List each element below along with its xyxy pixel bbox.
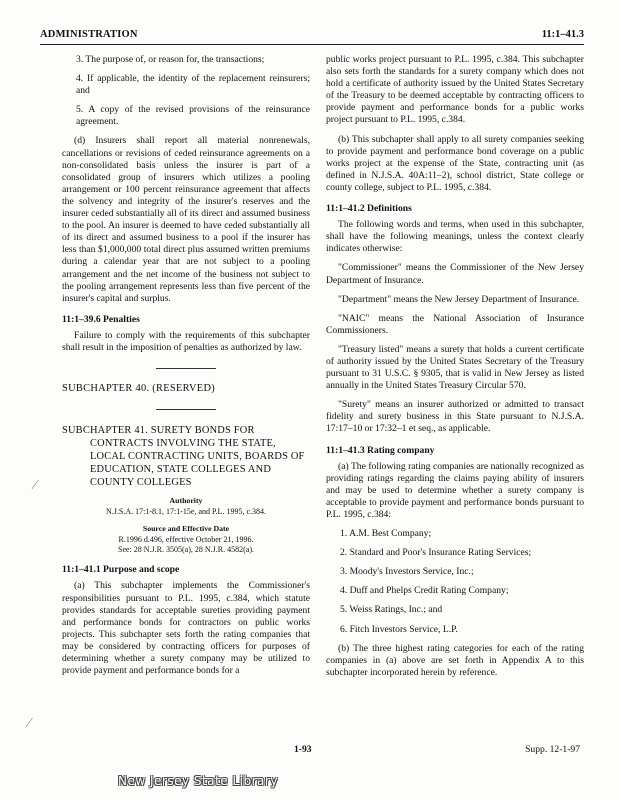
rating-list-item: 6. Fitch Investors Service, L.P. <box>340 623 458 635</box>
section-heading: 11:1–39.6 Penalties <box>62 313 140 325</box>
paragraph: (a) The following rating companies are nationally recognized as providing ratings regarding the claims paying ability of insurers and may be used to determine whether a surety company is acceptable to provide payment and performance bonds pursuant to P.L. 1995, c.384: <box>326 460 584 520</box>
definition: "Commissioner" means the Commissioner of the New Jersey Department of Insurance. <box>326 262 584 286</box>
rating-list-item: 3. Moody's Investors Service, Inc.; <box>340 566 474 578</box>
right-column <box>326 54 584 686</box>
paragraph: public works project pursuant to P.L. 1995, c.384. This subchapter also sets forth the standards for a surety company which does not hold a certificate of authority issued by the United States Secretary of the Treasury to be deemed acceptable by contracting officers to provide payment and performance bonds for a public works project pursuant to P.L. 1995, c.384. <box>326 54 584 126</box>
divider <box>156 368 216 369</box>
list-item: 4. If applicable, the identity of the replacement reinsurers; and <box>76 73 310 97</box>
list-item: 3. The purpose of, or reason for, the transactions; <box>76 54 265 65</box>
paragraph-d: (d) Insurers shall report all material nonrenewals, cancellations or revisions of ceded reinsurance agreements on a non-consolidated basis unless the insurer is part of a consolidated group of insurers which utilizes a pooling arrangement or 100 percent reinsurance agreement that affects the solvency and integrity of the insurer's reserves and the insurer ceded substantially all of its direct and assumed business to the pool. An insurer is deemed to have ceded substantially all of its direct and assumed business to a pool if the insurer has less than $1,000,000 total direct plus assumed written premiums during a calendar year that are not subject to a pooling arrangement and the net income of the business not subject to the pooling arrangement represents less than five percent of the insurer's capital and surplus. <box>62 135 310 304</box>
subchapter-title-line1: SUBCHAPTER 41. SURETY BONDS FOR <box>62 425 255 437</box>
header-section: 11:1–41.3 <box>541 29 584 40</box>
source-text: See: 28 N.J.R. 3505(a), 28 N.J.R. 4582(a). <box>118 545 254 555</box>
running-header <box>40 26 584 45</box>
library-stamp: New Jersey State Library <box>118 774 278 788</box>
rating-list-item: 5. Weiss Ratings, Inc.; and <box>340 604 443 616</box>
list-item: 5. A copy of the revised provisions of the reinsurance agreement. <box>76 104 310 128</box>
paragraph: (b) This subchapter shall apply to all surety companies seeking to provide payment and performance bond coverage on a public works project at the expense of the State, contracting unit (as defined in N.J.S.A. 40A:11–2), school district, State college or county college, subject to P.L. 1995, c.384. <box>326 133 584 193</box>
source-heading: Source and Effective Date <box>142 524 230 534</box>
authority-heading: Authority <box>169 496 203 506</box>
subchapter-heading <box>62 424 310 489</box>
margin-pen-mark: ⁄ <box>34 478 37 493</box>
rating-list-item: 2. Standard and Poor's Insurance Rating Services; <box>340 547 532 559</box>
supplement-date: Supp. 12-1-97 <box>525 744 580 755</box>
definition: "Surety" means an insurer authorized or admitted to transact fidelity and surety business in this State pursuant to N.J.S.A. 17:17–10 or 17:32–1 et seq., as applicable. <box>326 399 584 435</box>
margin-pen-mark: ⁄ <box>28 716 31 731</box>
section-heading: 11:1–41.1 Purpose and scope <box>62 564 180 576</box>
source-text: R.1996 d.496, effective October 21, 1996. <box>118 535 254 545</box>
paragraph: (b) The three highest rating categories for each of the rating companies in (a) above are set forth in Appendix A to this subchapter incorporated herein by reference. <box>326 642 584 678</box>
definition: "NAIC" means the National Association of Insurance Commissioners. <box>326 312 584 336</box>
rating-list-item: 1. A.M. Best Company; <box>340 528 432 540</box>
definition: "Department" means the New Jersey Department of Insurance. <box>338 293 580 305</box>
definition: "Treasury listed" means a surety that holds a current certificate of authority issued by the United States Secretary of the Treasury pursuant to 31 U.S.C. § 9305, that is valid in New Jersey as listed annually in the United States Treasury Circular 570. <box>326 343 584 392</box>
header-title: ADMINISTRATION <box>40 29 138 40</box>
section-heading: 11:1–41.2 Definitions <box>326 203 412 215</box>
subchapter-heading: SUBCHAPTER 40. (RESERVED) <box>62 383 216 395</box>
authority-text: N.J.S.A. 17:1-8.1, 17:1-15e, and P.L. 1995, c.384. <box>106 507 266 517</box>
paragraph: (a) This subchapter implements the Commissioner's responsibilities pursuant to P.L. 1995, c.384, which statute provides standards for acceptable sureties providing payment and performance bonds for contractors on public works projects. This subchapter sets forth the rating companies that may be considered by contracting officers for purposes of determining whether a surety company may be utilized to provide payment and performance bonds for a <box>62 580 310 677</box>
rating-list-item: 4. Duff and Phelps Credit Rating Company; <box>340 585 509 597</box>
divider <box>156 409 216 410</box>
left-column <box>62 54 310 684</box>
subchapter-title-rest: CONTRACTS INVOLVING THE STATE, LOCAL CONTRACTING UNITS, BOARDS OF EDUCATION, STATE COLLEGES AND COUNTY COLLEGES <box>90 438 305 489</box>
page-number: 1-93 <box>294 744 312 755</box>
section-heading: 11:1–41.3 Rating company <box>326 444 435 456</box>
paragraph: The following words and terms, when used in this subchapter, shall have the following meanings, unless the context clearly indicates otherwise: <box>326 219 584 255</box>
paragraph: Failure to comply with the requirements of this subchapter shall result in the imposition of penalties as authorized by law. <box>62 329 310 353</box>
